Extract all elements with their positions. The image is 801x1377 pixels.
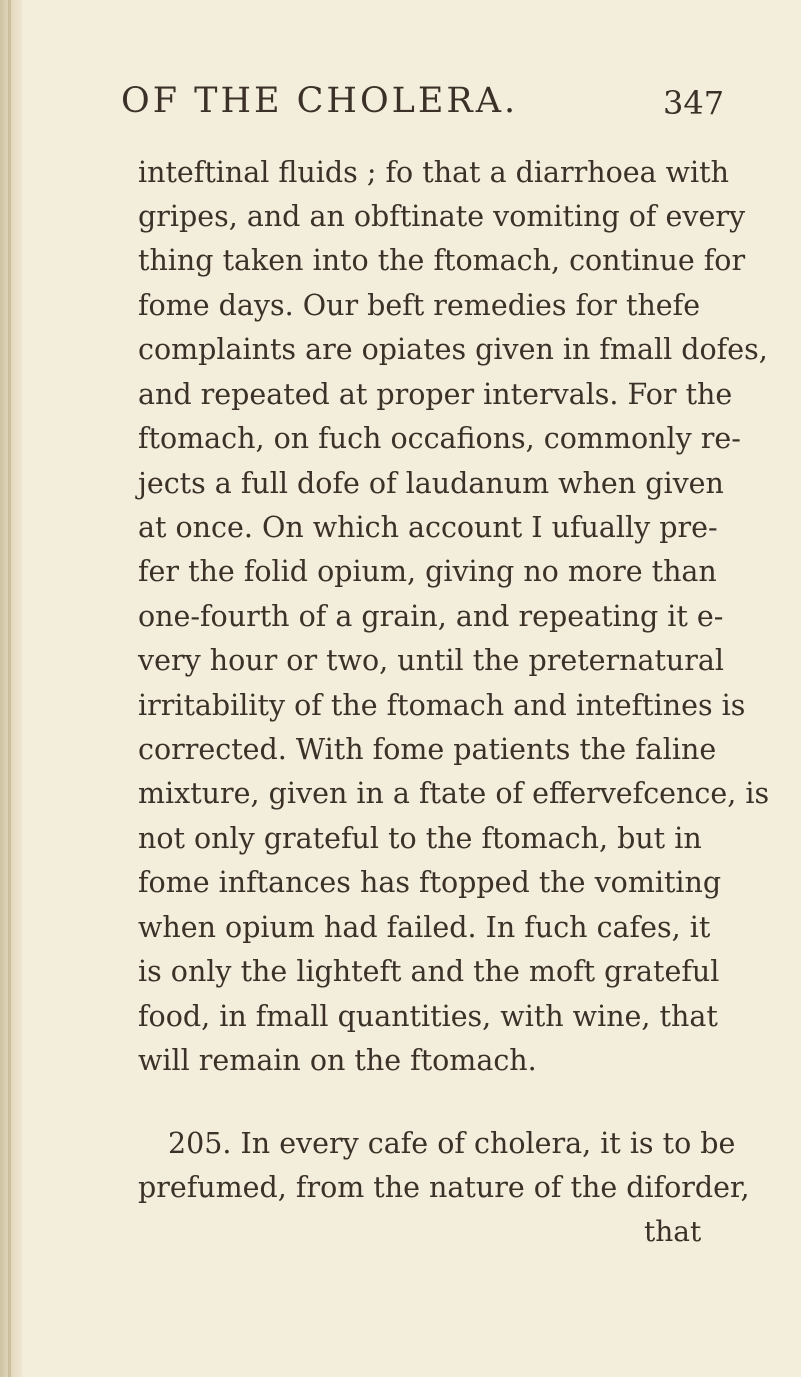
page-header xyxy=(121,76,725,126)
text-line: fome days. Our beft remedies for thefe xyxy=(138,289,701,322)
text-line: prefumed, from the nature of the diforder, xyxy=(138,1171,750,1204)
text-line: not only grateful to the ftomach, but in xyxy=(138,822,702,855)
section-start-line: 205. In every cafe of cholera, it is to be xyxy=(168,1127,736,1160)
text-line: inteftinal fluids ; fo that a diarrhoea with xyxy=(138,156,729,189)
page-gutter xyxy=(0,0,22,1377)
text-line: food, in fmall quantities, with wine, that xyxy=(138,1000,718,1033)
text-line: when opium had failed. In fuch cafes, it xyxy=(138,911,711,944)
page-number: 347 xyxy=(663,84,725,122)
text-line: is only the lighteft and the moft grateful xyxy=(138,955,720,988)
text-line: one-fourth of a grain, and repeating it e- xyxy=(138,600,724,633)
text-line: at once. On which account I ufually pre- xyxy=(138,511,718,544)
text-line: ftomach, on fuch occafions, commonly re- xyxy=(138,422,741,455)
text-line: gripes, and an obftinate vomiting of every xyxy=(138,200,746,233)
text-line: thing taken into the ftomach, continue for xyxy=(138,244,746,277)
text-line: very hour or two, until the preternatural xyxy=(138,644,725,677)
binding-edge xyxy=(8,0,11,1377)
text-line: and repeated at proper intervals. For the xyxy=(138,378,733,411)
text-line: fome inftances has ftopped the vomiting xyxy=(138,866,722,899)
catchword: that xyxy=(644,1215,702,1248)
text-line: jects a full dofe of laudanum when given xyxy=(138,467,724,500)
text-line: corrected. With fome patients the faline xyxy=(138,733,717,766)
text-line: irritability of the ftomach and inteftines is xyxy=(138,689,746,722)
text-line: will remain on the ftomach. xyxy=(138,1044,537,1077)
text-line: complaints are opiates given in fmall dofes, xyxy=(138,333,768,366)
text-line: fer the folid opium, giving no more than xyxy=(138,555,717,588)
text-line: mixture, given in a ftate of effervefcence, is xyxy=(138,777,770,810)
running-title: OF THE CHOLERA. xyxy=(121,81,519,121)
